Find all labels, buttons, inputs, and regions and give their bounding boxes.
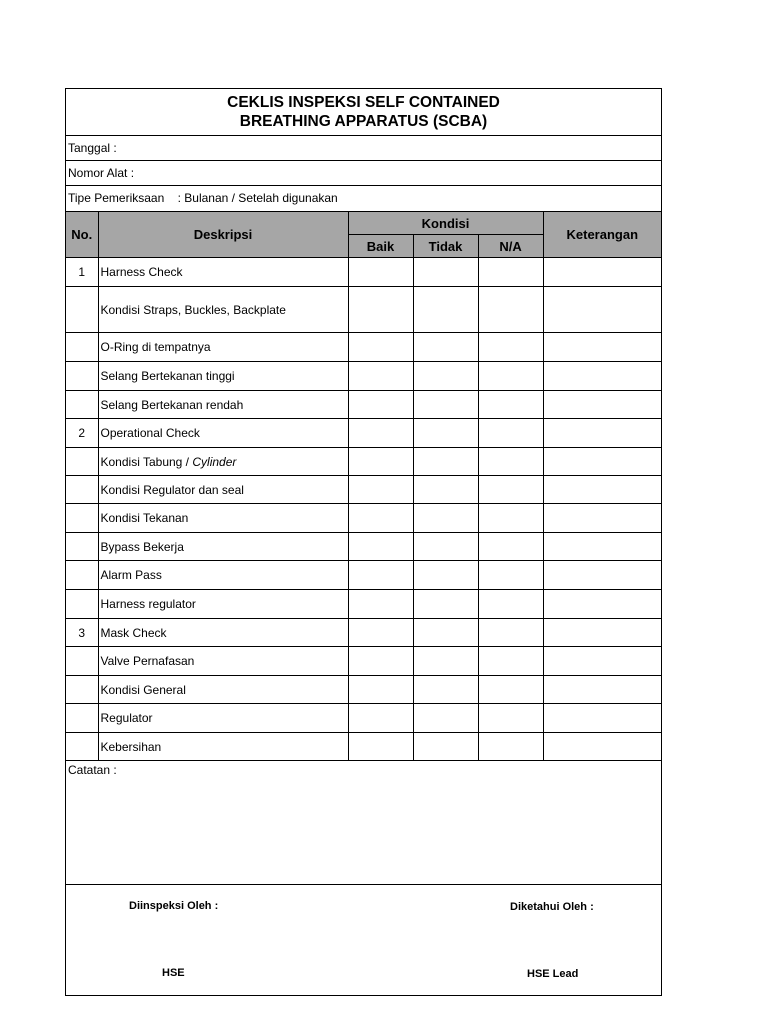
description-text: Harness regulator — [100, 597, 196, 611]
row-number — [66, 504, 98, 533]
na-cell[interactable] — [478, 619, 543, 647]
row-description — [98, 647, 348, 676]
keterangan-cell[interactable] — [543, 533, 661, 561]
form-title — [66, 89, 661, 136]
table-row — [66, 476, 661, 504]
header-no: No. — [66, 212, 98, 258]
tipe-pemeriksaan-field[interactable]: Tipe Pemeriksaan : Bulanan / Setelah digunakan — [68, 191, 338, 205]
catatan-area[interactable] — [66, 761, 661, 885]
keterangan-cell[interactable] — [543, 619, 661, 647]
na-cell[interactable] — [478, 733, 543, 761]
row-description — [98, 533, 348, 561]
baik-cell[interactable] — [348, 733, 413, 761]
tidak-cell[interactable] — [413, 391, 478, 419]
row-number — [66, 333, 98, 362]
nomor-alat-field[interactable]: Nomor Alat : — [66, 161, 661, 186]
keterangan-cell[interactable] — [543, 647, 661, 676]
inspector-role: HSE — [162, 967, 185, 979]
table-row — [66, 504, 661, 533]
row-number — [66, 733, 98, 761]
table-row — [66, 258, 661, 287]
baik-cell[interactable] — [348, 419, 413, 448]
baik-cell[interactable] — [348, 647, 413, 676]
tidak-cell[interactable] — [413, 476, 478, 504]
keterangan-cell[interactable] — [543, 362, 661, 391]
table-row — [66, 619, 661, 647]
baik-cell[interactable] — [348, 504, 413, 533]
table-row — [66, 704, 661, 733]
row-description — [98, 362, 348, 391]
checklist-table — [66, 211, 661, 761]
description-text: Selang Bertekanan tinggi — [100, 369, 235, 383]
keterangan-cell[interactable] — [543, 504, 661, 533]
keterangan-cell[interactable] — [543, 419, 661, 448]
table-row — [66, 419, 661, 448]
description-text: Mask Check — [100, 625, 167, 640]
tidak-cell[interactable] — [413, 619, 478, 647]
row-number: 3 — [66, 619, 98, 647]
na-cell[interactable] — [478, 448, 543, 476]
table-row — [66, 676, 661, 704]
keterangan-cell[interactable] — [543, 590, 661, 619]
header-na: N/A — [478, 235, 543, 258]
row-number — [66, 362, 98, 391]
row-number — [66, 704, 98, 733]
description-text: Kondisi Straps, Buckles, Backplate — [100, 302, 286, 317]
na-cell[interactable] — [478, 590, 543, 619]
acknowledger-role: HSE Lead — [527, 968, 579, 980]
row-number: 1 — [66, 258, 98, 287]
description-text: O-Ring di tempatnya — [100, 340, 211, 354]
row-description — [98, 704, 348, 733]
baik-cell[interactable] — [348, 362, 413, 391]
row-description — [98, 590, 348, 619]
keterangan-cell[interactable] — [543, 704, 661, 733]
table-row — [66, 561, 661, 590]
table-row — [66, 333, 661, 362]
row-description — [98, 476, 348, 504]
row-number — [66, 561, 98, 590]
description-italic-text: Cylinder — [192, 454, 237, 469]
description-text: Alarm Pass — [100, 568, 162, 582]
keterangan-cell[interactable] — [543, 258, 661, 287]
baik-cell[interactable] — [348, 391, 413, 419]
tidak-cell[interactable] — [413, 258, 478, 287]
tidak-cell[interactable] — [413, 647, 478, 676]
baik-cell[interactable] — [348, 619, 413, 647]
tidak-cell[interactable] — [413, 704, 478, 733]
na-cell[interactable] — [478, 676, 543, 704]
title-line-1: CEKLIS INSPEKSI SELF CONTAINED — [227, 94, 500, 111]
table-row — [66, 362, 661, 391]
row-description — [98, 561, 348, 590]
tidak-cell[interactable] — [413, 561, 478, 590]
keterangan-cell[interactable] — [543, 448, 661, 476]
na-cell[interactable] — [478, 561, 543, 590]
na-cell[interactable] — [478, 476, 543, 504]
row-description — [98, 258, 348, 287]
na-cell[interactable] — [478, 391, 543, 419]
baik-cell[interactable] — [348, 704, 413, 733]
table-row — [66, 287, 661, 333]
header-tidak: Tidak — [413, 235, 478, 258]
table-row — [66, 733, 661, 761]
description-text: Selang Bertekanan rendah — [100, 397, 244, 412]
catatan-label: Catatan : — [68, 763, 117, 777]
baik-cell[interactable] — [348, 287, 413, 333]
description-text: Regulator — [100, 711, 153, 725]
na-cell[interactable] — [478, 647, 543, 676]
keterangan-cell[interactable] — [543, 561, 661, 590]
tidak-cell[interactable] — [413, 419, 478, 448]
row-description — [98, 676, 348, 704]
table-row — [66, 391, 661, 419]
description-text: Operational Check — [100, 426, 200, 440]
tidak-cell[interactable] — [413, 287, 478, 333]
description-text: Valve Pernafasan — [100, 654, 195, 668]
keterangan-cell[interactable] — [543, 287, 661, 333]
row-description — [98, 419, 348, 448]
description-text: Harness Check — [100, 265, 183, 279]
inspected-by-label: Diinspeksi Oleh : — [129, 900, 219, 912]
title-line-2: BREATHING APPARATUS (SCBA) — [239, 113, 488, 130]
tanggal-field[interactable]: Tanggal : — [66, 136, 661, 161]
table-row — [66, 448, 661, 476]
keterangan-cell[interactable] — [543, 391, 661, 419]
row-number — [66, 676, 98, 704]
row-description — [98, 619, 348, 647]
na-cell[interactable] — [478, 533, 543, 561]
description-text: Bypass Bekerja — [100, 539, 184, 554]
keterangan-cell[interactable] — [543, 333, 661, 362]
row-number — [66, 590, 98, 619]
baik-cell[interactable] — [348, 561, 413, 590]
tidak-cell[interactable] — [413, 733, 478, 761]
description-text: Kondisi Tabung / — [100, 454, 193, 469]
baik-cell[interactable] — [348, 533, 413, 561]
row-number — [66, 287, 98, 333]
tidak-cell[interactable] — [413, 448, 478, 476]
tidak-cell[interactable] — [413, 504, 478, 533]
na-cell[interactable] — [478, 333, 543, 362]
tidak-cell[interactable] — [413, 362, 478, 391]
inspection-form — [65, 88, 662, 996]
row-number — [66, 647, 98, 676]
baik-cell[interactable] — [348, 333, 413, 362]
keterangan-cell[interactable] — [543, 676, 661, 704]
keterangan-cell[interactable] — [543, 733, 661, 761]
row-description — [98, 391, 348, 419]
baik-cell[interactable] — [348, 676, 413, 704]
row-description — [98, 448, 348, 476]
row-number: 2 — [66, 419, 98, 448]
na-cell[interactable] — [478, 287, 543, 333]
row-number — [66, 476, 98, 504]
table-row — [66, 533, 661, 561]
row-number — [66, 448, 98, 476]
tidak-cell[interactable] — [413, 333, 478, 362]
header-deskripsi: Deskripsi — [98, 212, 348, 258]
na-cell[interactable] — [478, 362, 543, 391]
row-description — [98, 504, 348, 533]
row-number — [66, 391, 98, 419]
signature-block — [66, 885, 661, 998]
keterangan-cell[interactable] — [543, 476, 661, 504]
header-keterangan: Keterangan — [543, 212, 661, 258]
na-cell[interactable] — [478, 419, 543, 448]
row-description — [98, 287, 348, 333]
header-baik: Baik — [348, 235, 413, 258]
table-row — [66, 590, 661, 619]
na-cell[interactable] — [478, 504, 543, 533]
baik-cell[interactable] — [348, 590, 413, 619]
tidak-cell[interactable] — [413, 533, 478, 561]
table-row — [66, 647, 661, 676]
description-text: Kondisi Tekanan — [100, 511, 189, 525]
baik-cell[interactable] — [348, 476, 413, 504]
description-text: Kondisi General — [100, 682, 186, 697]
acknowledged-by-label: Diketahui Oleh : — [510, 901, 594, 913]
row-description — [98, 333, 348, 362]
row-number — [66, 533, 98, 561]
description-text: Kebersihan — [100, 739, 162, 754]
description-text: Kondisi Regulator dan seal — [100, 482, 244, 497]
tidak-cell[interactable] — [413, 590, 478, 619]
na-cell[interactable] — [478, 704, 543, 733]
baik-cell[interactable] — [348, 448, 413, 476]
na-cell[interactable] — [478, 258, 543, 287]
baik-cell[interactable] — [348, 258, 413, 287]
tidak-cell[interactable] — [413, 676, 478, 704]
row-description — [98, 733, 348, 761]
header-kondisi: Kondisi — [348, 212, 543, 235]
